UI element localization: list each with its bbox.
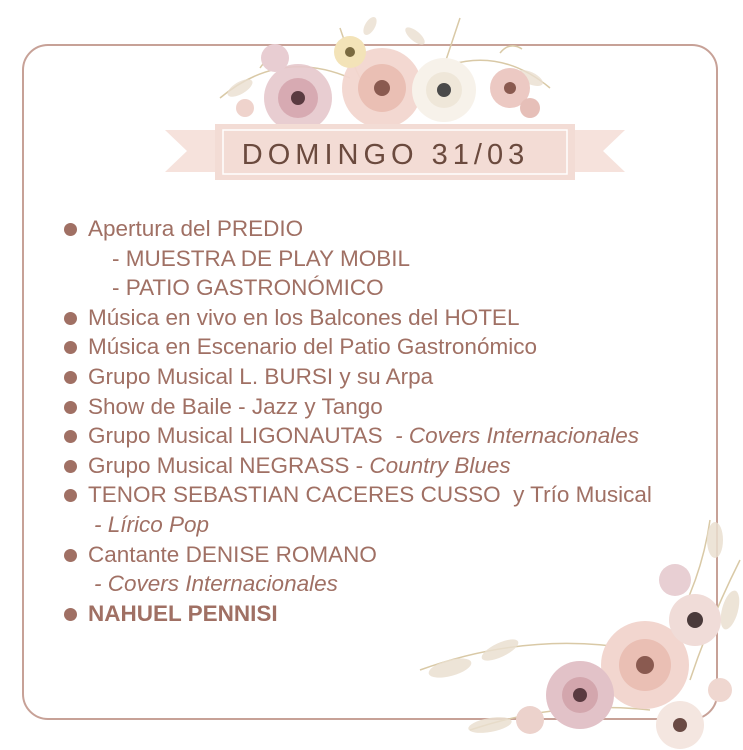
item-genre: - Covers Internacionales: [382, 423, 640, 449]
item-text-highlight: NAHUEL PENNISI: [88, 600, 278, 626]
item-text: Grupo Musical NEGRASS -: [88, 452, 370, 478]
subitem-genre: - Lírico Pop: [94, 511, 210, 537]
list-item: [60, 599, 710, 629]
list-subitem: [60, 273, 710, 303]
item-text: Música en Escenario del Patio Gastronómico: [88, 334, 537, 360]
subitem-text: - MUESTRA DE PLAY MOBIL: [112, 245, 410, 271]
schedule-list: [60, 214, 710, 628]
bullet: [64, 401, 77, 414]
item-text: Música en vivo en los Balcones del HOTEL: [88, 304, 520, 330]
subitem-text: - PATIO GASTRONÓMICO: [112, 275, 384, 301]
list-item: [60, 451, 710, 481]
list-subitem: [60, 244, 710, 274]
list-item: [60, 392, 710, 422]
bullet: [64, 608, 77, 621]
list-item: [60, 332, 710, 362]
bullet: [64, 430, 77, 443]
list-item: [60, 303, 710, 333]
item-text: Grupo Musical L. BURSI y su Arpa: [88, 363, 434, 389]
list-item: [60, 214, 710, 244]
bullet: [64, 312, 77, 325]
item-text: TENOR SEBASTIAN CACERES CUSSO y Trío Musical: [88, 482, 652, 508]
list-item: [60, 480, 710, 510]
bullet: [64, 371, 77, 384]
list-subitem: [60, 569, 710, 599]
bullet: [64, 549, 77, 562]
bullet: [64, 341, 77, 354]
bullet: [64, 489, 77, 502]
bullet: [64, 460, 77, 473]
list-item: [60, 421, 710, 451]
page-title: DOMINGO 31/03: [241, 138, 530, 171]
item-text: Show de Baile - Jazz y Tango: [88, 393, 383, 419]
list-item: [60, 540, 710, 570]
item-text: Cantante DENISE ROMANO: [88, 541, 377, 567]
subitem-genre: - Covers Internacionales: [94, 571, 338, 597]
bullet: [64, 223, 77, 236]
item-genre: Country Blues: [369, 452, 511, 478]
item-text: Grupo Musical LIGONAUTAS: [88, 423, 383, 449]
list-subitem: [60, 510, 710, 540]
item-text: Apertura del PREDIO: [88, 216, 304, 241]
list-item: [60, 362, 710, 392]
